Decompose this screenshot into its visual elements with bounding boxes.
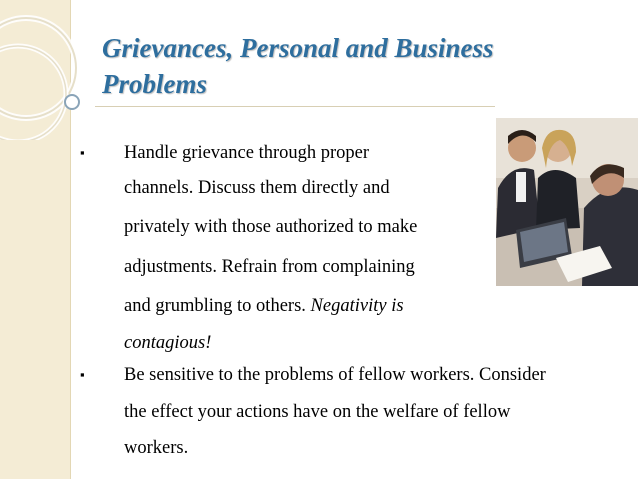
bullet-marker: ▪	[80, 367, 85, 382]
bullet-1-line-1: Handle grievance through proper	[124, 143, 370, 163]
title-divider	[95, 106, 495, 107]
bullet-2-line-2: the effect your actions have on the welfare of fellow	[124, 402, 511, 422]
bullet-1-line-5	[124, 295, 404, 317]
bullet-1-line-4: adjustments. Refrain from complaining	[124, 257, 415, 277]
slide-title: Grievances, Personal and Business Problems	[102, 33, 494, 99]
bullet-2-line-1: Be sensitive to the problems of fellow workers. Consider	[124, 365, 546, 385]
business-meeting-photo-icon	[496, 118, 638, 286]
emphasis-negativity: Negativity is	[310, 296, 404, 316]
bullet-1-line-5-text: and grumbling to others.	[124, 296, 311, 316]
emphasis-contagious: contagious!	[124, 333, 212, 353]
bullet-1-line-3: privately with those authorized to make	[124, 217, 418, 237]
bullet-2-line-3: workers.	[124, 438, 189, 458]
bullet-marker: ▪	[80, 145, 85, 160]
bullet-1-line-2: channels. Discuss them directly and	[124, 178, 390, 198]
